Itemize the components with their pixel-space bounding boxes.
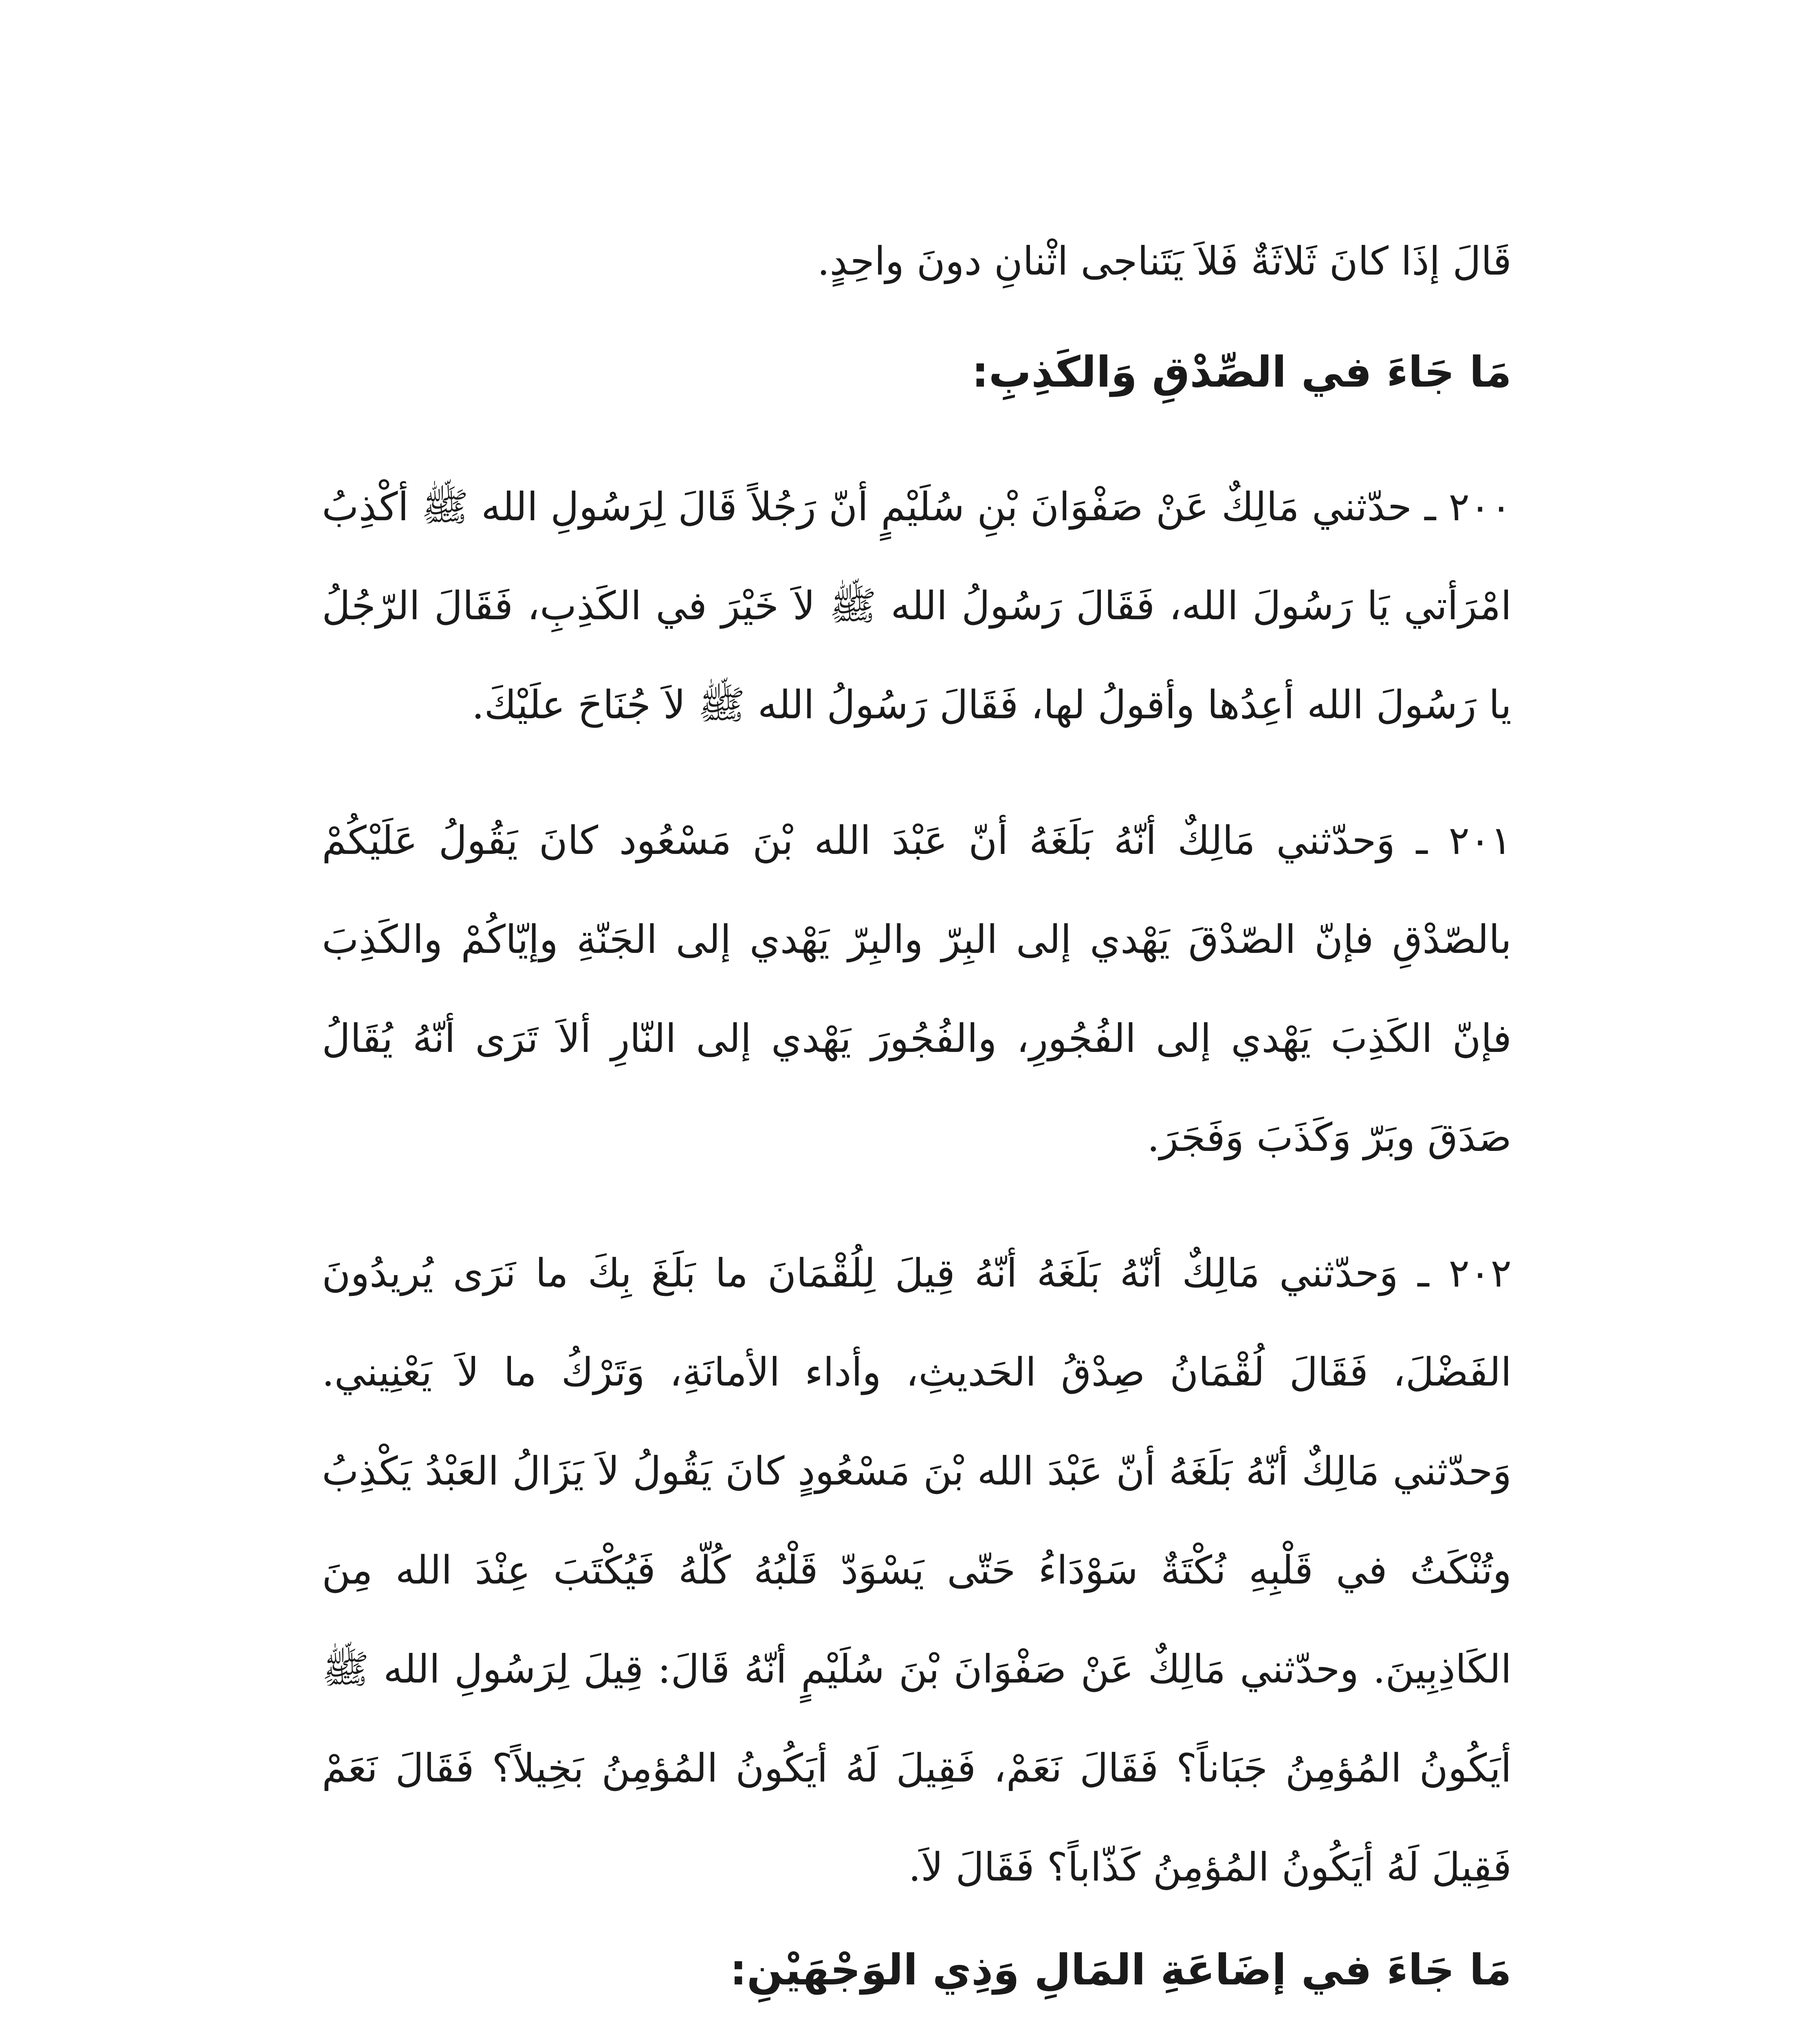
section-heading-wasting-wealth: مَا جَاءَ في إضَاعَةِ المَالِ وَذِي الوَجْهَيْنِ: bbox=[730, 1945, 1512, 1995]
hadith-200: ٢٠٠ ـ حدّثني مَالِكٌ عَنْ صَفْوَانَ بْنِ سُلَيْمٍ أنّ رَجُلاً قَالَ لِرَسُولِ الله ﷺ أكْذِبُ امْرَأتي يَا رَسُولَ الله، فَقَالَ رَسُولُ الله ﷺ لاَ خَيْرَ في الكَذِبِ، فَقَالَ الرّجُلُ يا رَسُولَ الله أعِدُها وأقولُ لها، فَقَالَ رَسُولُ الله ﷺ لاَ جُنَاحَ علَيْكَ. bbox=[322, 484, 1512, 728]
page-content bbox=[322, 212, 1512, 2037]
hadith-201: ٢٠١ ـ وَحدّثني مَالِكٌ أنّهُ بَلَغَهُ أنّ عَبْدَ الله بْنَ مَسْعُود كانَ يَقُولُ عَلَيْكُمْ بالصّدْقِ فإنّ الصّدْقَ يَهْدي إلى البِرّ والبِرّ يَهْدي إلى الجَنّةِ وإيّاكُمْ والكَذِبَ فإنّ الكَذِبَ يَهْدي إلى الفُجُورِ، والفُجُورَ يَهْدي إلى النّارِ ألاَ تَرَى أنّهُ يُقَالُ صَدَقَ وبَرّ وَكَذَبَ وَفَجَرَ. bbox=[322, 818, 1512, 1160]
continuation-paragraph: قَالَ إذَا كانَ ثَلاثَةٌ فَلاَ يَتَناجى اثْنانِ دونَ واحِدٍ. bbox=[817, 238, 1512, 284]
section-heading-truth-lying: مَا جَاءَ في الصِّدْقِ وَالكَذِبِ: bbox=[972, 347, 1512, 397]
hadith-202: ٢٠٢ ـ وَحدّثني مَالِكٌ أنّهُ بَلَغَهُ أنّهُ قِيلَ لِلُقْمَانَ ما بَلَغَ بِكَ ما نَرَى يُريدُونَ الفَضْلَ، فَقَالَ لُقْمَانُ صِدْقُ الحَديثِ، وأداء الأمانَةِ، وَتَرْكُ ما لاَ يَعْنِيني. وَحدّثني مَالِكٌ أنّهُ بَلَغَهُ أنّ عَبْدَ الله بْنَ مَسْعُودٍ كانَ يَقُولُ لاَ يَزَالُ العَبْدُ يَكْذِبُ وتُنْكَتُ في قَلْبِهِ نُكْتَةٌ سَوْدَاءُ حَتّى يَسْوَدّ قَلْبُهُ كُلّهُ فَيُكْتَبَ عِنْدَ الله مِنَ الكَاذِبِينَ. وحدّثني مَالِكٌ عَنْ صَفْوَانَ بْنَ سُلَيْمٍ أنّهُ قَالَ: قِيلَ لِرَسُولِ الله ﷺ أيَكُونُ المُؤمِنُ جَبَاناً؟ فَقَالَ نَعَمْ، فَقِيلَ لَهُ أيَكُونُ المُؤمِنُ بَخِيلاً؟ فَقَالَ نَعَمْ فَقِيلَ لَهُ أيَكُونُ المُؤمِنُ كَذّاباً؟ فَقَالَ لاَ. bbox=[322, 1250, 1512, 1890]
